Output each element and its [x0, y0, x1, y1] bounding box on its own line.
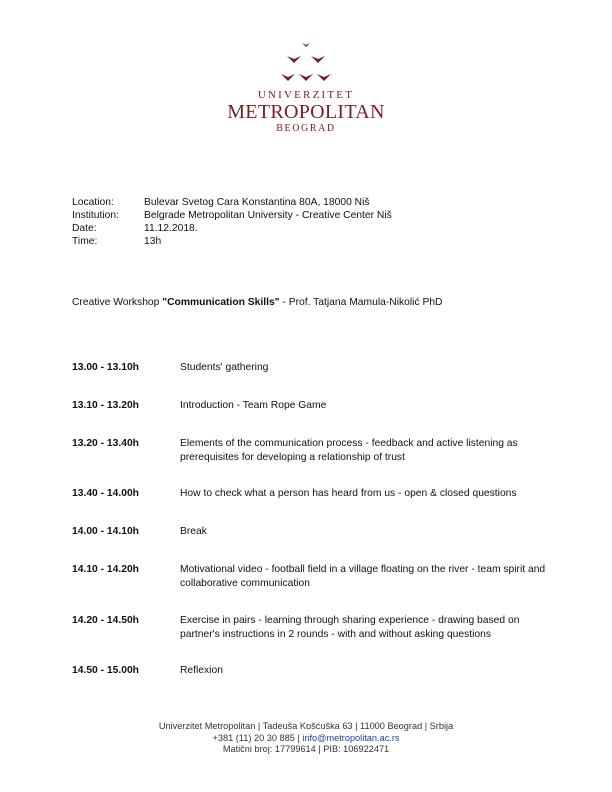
- agenda-item: [72, 664, 550, 678]
- info-row-institution: [72, 209, 392, 222]
- info-value: 11.12.2018.: [144, 223, 198, 234]
- agenda-item: [72, 563, 550, 590]
- agenda-description: Reflexion: [180, 665, 223, 676]
- info-row-date: [72, 222, 392, 235]
- agenda-time: 14.00 - 14.10h: [72, 526, 139, 537]
- agenda-description: Exercise in pairs - learning through sharing experience - drawing based on partner's instructions in 2 rounds - with and without asking questions: [180, 615, 520, 640]
- agenda-item: [72, 399, 550, 413]
- agenda-item: [72, 614, 550, 641]
- info-label: Institution:: [72, 210, 119, 221]
- footer-contact: [0, 733, 612, 745]
- chevron-logo-icon: [266, 40, 346, 86]
- logo-text-metropolitan: METROPOLITAN: [227, 101, 385, 123]
- agenda-description: How to check what a person has heard from us - open & closed questions: [180, 488, 517, 499]
- agenda-time: 14.50 - 15.00h: [72, 665, 139, 676]
- agenda-description: Break: [180, 526, 207, 537]
- agenda-description: Introduction - Team Rope Game: [180, 400, 327, 411]
- agenda-item: [72, 525, 550, 539]
- footer-registration: Matični broj: 17799614 | PIB: 106922471: [222, 744, 390, 754]
- info-row-location: [72, 196, 392, 209]
- info-value: Bulevar Svetog Cara Konstantina 80A, 18000 Niš: [144, 197, 370, 208]
- page-footer: [0, 721, 612, 756]
- event-info: [72, 196, 392, 248]
- agenda-time: 14.20 - 14.50h: [72, 615, 139, 626]
- agenda-description: Motivational video - football field in a village floating on the river - team spirit and collaborative communication: [180, 564, 546, 589]
- agenda-description: Elements of the communication process - feedback and active listening as prerequisites for developing a relationship of trust: [180, 438, 518, 463]
- footer-email-link[interactable]: info@metropolitan.ac.rs: [302, 732, 400, 743]
- info-label: Date:: [72, 223, 97, 234]
- agenda-time: 13.40 - 14.00h: [72, 488, 139, 499]
- info-row-time: [72, 235, 392, 248]
- agenda-time: 13.00 - 13.10h: [72, 362, 139, 373]
- agenda-description: Students' gathering: [180, 362, 269, 373]
- info-label: Time:: [72, 236, 98, 247]
- footer-phone: +381 (11) 20 30 885 |: [212, 732, 303, 743]
- workshop-title: [72, 296, 442, 309]
- footer-address: Univerzitet Metropolitan | Tadeuša Košćuška 63 | 11000 Beograd | Srbija: [158, 721, 454, 731]
- agenda-time: 14.10 - 14.20h: [72, 564, 139, 575]
- info-value: 13h: [144, 236, 162, 247]
- logo-text-beograd: BEOGRAD: [276, 123, 336, 134]
- agenda-time: 13.20 - 13.40h: [72, 438, 139, 449]
- agenda-time: 13.10 - 13.20h: [72, 400, 139, 411]
- info-label: Location:: [72, 197, 114, 208]
- agenda-item: [72, 361, 550, 375]
- agenda-item: [72, 437, 550, 464]
- logo-text-univerzitet: UNIVERZITET: [257, 89, 355, 101]
- info-value: Belgrade Metropolitan University - Creative Center Niš: [144, 210, 392, 221]
- university-logo: [0, 40, 612, 136]
- workshop-presenter: - Prof. Tatjana Mamula-Nikolić PhD: [279, 297, 443, 308]
- workshop-name: "Communication Skills": [162, 297, 280, 308]
- agenda-item: [72, 487, 550, 501]
- workshop-prefix: Creative Workshop: [72, 297, 163, 308]
